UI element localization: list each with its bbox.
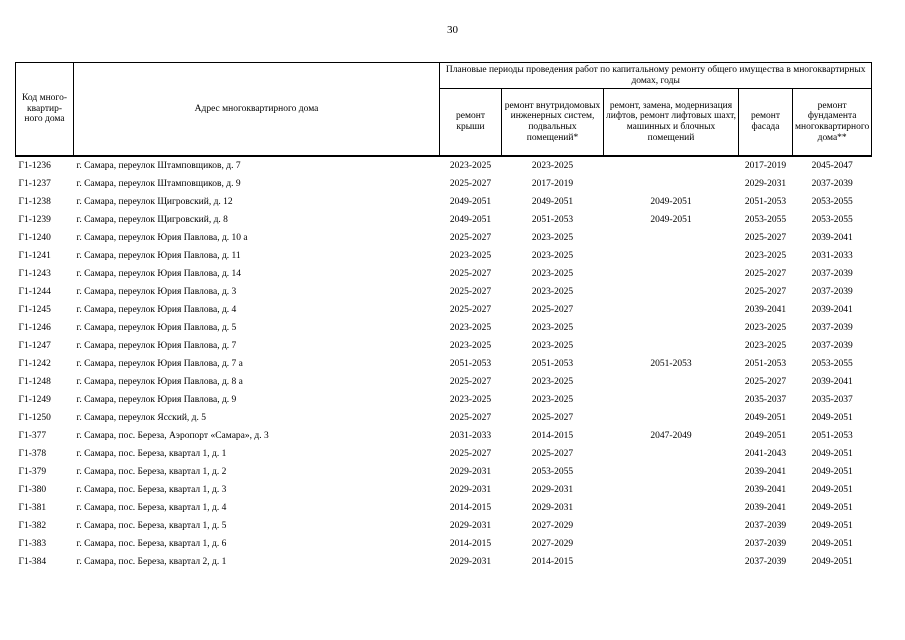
cell-code: Г1-378 xyxy=(18,448,47,459)
table-row xyxy=(16,409,872,427)
cell-elevators xyxy=(604,156,739,175)
cell-code: Г1-1239 xyxy=(18,214,51,225)
cell-engineering: 2053-2055 xyxy=(531,466,574,477)
table-row xyxy=(16,211,872,229)
table-row xyxy=(16,265,872,283)
cell-facade: 2041-2043 xyxy=(744,448,787,459)
cell-facade: 2053-2055 xyxy=(744,214,787,225)
cell-code: Г1-379 xyxy=(18,466,47,477)
cell-roof: 2025-2027 xyxy=(449,268,492,279)
cell-engineering: 2051-2053 xyxy=(531,358,574,369)
cell-roof: 2049-2051 xyxy=(449,196,492,207)
table-row xyxy=(16,175,872,193)
cell-engineering: 2023-2025 xyxy=(531,376,574,387)
cell-address: г. Самара, переулок Юрия Павлова, д. 11 xyxy=(76,250,241,261)
table-row xyxy=(16,247,872,265)
cell-code: Г1-1243 xyxy=(18,268,51,279)
cell-foundation: 2039-2041 xyxy=(811,304,853,315)
cell-roof: 2049-2051 xyxy=(449,214,492,225)
cell-elevators xyxy=(604,535,739,553)
cell-roof: 2029-2031 xyxy=(449,466,492,477)
table-row xyxy=(16,445,872,463)
cell-roof: 2014-2015 xyxy=(449,502,492,513)
table-row xyxy=(16,283,872,301)
table-body xyxy=(16,156,872,571)
cell-facade: 2023-2025 xyxy=(744,322,787,333)
cell-address: г. Самара, переулок Щигровский, д. 12 xyxy=(76,196,233,207)
capital-repair-table xyxy=(15,62,872,571)
cell-roof: 2025-2027 xyxy=(449,304,492,315)
table-header xyxy=(16,63,872,157)
cell-engineering: 2023-2025 xyxy=(531,322,574,333)
cell-code: Г1-383 xyxy=(18,538,47,549)
cell-elevators xyxy=(604,517,739,535)
cell-foundation: 2049-2051 xyxy=(811,484,853,495)
cell-elevators xyxy=(604,301,739,319)
cell-address: г. Самара, переулок Юрия Павлова, д. 5 xyxy=(76,322,237,333)
cell-foundation: 2039-2041 xyxy=(811,376,853,387)
cell-foundation: 2053-2055 xyxy=(811,358,853,369)
cell-facade: 2025-2027 xyxy=(744,376,787,387)
cell-code: Г1-1248 xyxy=(18,376,51,387)
cell-foundation: 2031-2033 xyxy=(811,250,853,261)
cell-engineering: 2023-2025 xyxy=(531,232,574,243)
cell-roof: 2023-2025 xyxy=(449,322,492,333)
cell-engineering: 2029-2031 xyxy=(531,484,574,495)
cell-code: Г1-1245 xyxy=(18,304,51,315)
table-row xyxy=(16,427,872,445)
cell-code: Г1-1242 xyxy=(18,358,51,369)
cell-engineering: 2025-2027 xyxy=(531,448,574,459)
cell-engineering: 2029-2031 xyxy=(531,502,574,513)
cell-engineering: 2025-2027 xyxy=(531,412,574,423)
cell-facade: 2035-2037 xyxy=(744,394,787,405)
table-row xyxy=(16,481,872,499)
cell-engineering: 2017-2019 xyxy=(531,178,574,189)
cell-elevators xyxy=(604,463,739,481)
cell-roof: 2025-2027 xyxy=(449,232,492,243)
cell-facade: 2039-2041 xyxy=(744,484,787,495)
header-facade: ремонт фасада xyxy=(739,89,793,157)
cell-address: г. Самара, пос. Береза, квартал 1, д. 5 xyxy=(76,520,227,531)
cell-code: Г1-1240 xyxy=(18,232,51,243)
cell-address: г. Самара, пос. Береза, квартал 1, д. 4 xyxy=(76,502,227,513)
cell-elevators xyxy=(604,319,739,337)
header-planned-periods: Плановые периоды проведения работ по капитальному ремонту общего имущества в многоквартирных домах, годы xyxy=(440,63,872,89)
cell-code: Г1-1250 xyxy=(18,412,51,423)
cell-code: Г1-1236 xyxy=(18,160,51,171)
cell-address: г. Самара, переулок Штамповщиков, д. 9 xyxy=(76,178,241,189)
cell-facade: 2017-2019 xyxy=(744,160,787,171)
cell-address: г. Самара, переулок Юрия Павлова, д. 7 xyxy=(76,340,237,351)
cell-engineering: 2023-2025 xyxy=(531,394,574,405)
cell-elevators xyxy=(604,175,739,193)
cell-engineering: 2049-2051 xyxy=(531,196,574,207)
cell-roof: 2025-2027 xyxy=(449,448,492,459)
cell-facade: 2037-2039 xyxy=(744,538,787,549)
cell-elevators xyxy=(604,265,739,283)
cell-roof: 2031-2033 xyxy=(449,430,492,441)
cell-facade: 2051-2053 xyxy=(744,196,787,207)
cell-address: г. Самара, пос. Береза, квартал 1, д. 3 xyxy=(76,484,227,495)
cell-elevators xyxy=(604,391,739,409)
cell-elevators: 2051-2053 xyxy=(650,358,692,369)
cell-foundation: 2049-2051 xyxy=(811,538,853,549)
cell-address: г. Самара, переулок Юрия Павлова, д. 10 а xyxy=(76,232,248,243)
cell-roof: 2025-2027 xyxy=(449,286,492,297)
cell-facade: 2049-2051 xyxy=(744,412,787,423)
header-address: Адрес многоквартирного дома xyxy=(74,63,440,157)
cell-elevators: 2047-2049 xyxy=(650,430,692,441)
cell-roof: 2023-2025 xyxy=(449,394,492,405)
cell-elevators xyxy=(604,229,739,247)
cell-address: г. Самара, переулок Юрия Павлова, д. 3 xyxy=(76,286,237,297)
header-roof: ремонт крыши xyxy=(440,89,502,157)
cell-elevators xyxy=(604,337,739,355)
cell-elevators xyxy=(604,499,739,517)
cell-foundation: 2053-2055 xyxy=(811,196,853,207)
cell-code: Г1-1237 xyxy=(18,178,51,189)
table-row xyxy=(16,229,872,247)
cell-elevators xyxy=(604,553,739,571)
header-engineering: ремонт внутридомовых инженерных систем, подвальных помещений* xyxy=(502,89,604,157)
cell-foundation: 2037-2039 xyxy=(811,268,853,279)
cell-facade: 2051-2053 xyxy=(744,358,787,369)
cell-elevators: 2049-2051 xyxy=(650,196,692,207)
cell-facade: 2049-2051 xyxy=(744,430,787,441)
cell-facade: 2025-2027 xyxy=(744,286,787,297)
cell-foundation: 2037-2039 xyxy=(811,178,853,189)
cell-address: г. Самара, пос. Береза, квартал 2, д. 1 xyxy=(76,556,227,567)
cell-engineering: 2023-2025 xyxy=(531,160,574,171)
cell-roof: 2025-2027 xyxy=(449,412,492,423)
cell-roof: 2029-2031 xyxy=(449,520,492,531)
table-row xyxy=(16,319,872,337)
cell-facade: 2039-2041 xyxy=(744,466,787,477)
cell-engineering: 2027-2029 xyxy=(531,538,574,549)
cell-engineering: 2027-2029 xyxy=(531,520,574,531)
cell-elevators xyxy=(604,481,739,499)
cell-roof: 2029-2031 xyxy=(449,556,492,567)
cell-code: Г1-377 xyxy=(18,430,47,441)
cell-facade: 2037-2039 xyxy=(744,520,787,531)
cell-facade: 2039-2041 xyxy=(744,304,787,315)
cell-foundation: 2049-2051 xyxy=(811,412,853,423)
cell-roof: 2023-2025 xyxy=(449,250,492,261)
cell-address: г. Самара, переулок Юрия Павлова, д. 8 а xyxy=(76,376,243,387)
table-row xyxy=(16,301,872,319)
header-foundation: ремонт фундамента многоквартирного дома** xyxy=(793,89,872,157)
table-row xyxy=(16,355,872,373)
cell-address: г. Самара, переулок Ясский, д. 5 xyxy=(76,412,206,423)
table-row xyxy=(16,391,872,409)
cell-roof: 2023-2025 xyxy=(449,160,492,171)
cell-facade: 2023-2025 xyxy=(744,250,787,261)
table-row xyxy=(16,499,872,517)
cell-facade: 2025-2027 xyxy=(744,268,787,279)
cell-foundation: 2049-2051 xyxy=(811,502,853,513)
cell-facade: 2025-2027 xyxy=(744,232,787,243)
cell-address: г. Самара, пос. Береза, квартал 1, д. 1 xyxy=(76,448,227,459)
cell-roof: 2014-2015 xyxy=(449,538,492,549)
cell-foundation: 2045-2047 xyxy=(811,160,853,171)
cell-code: Г1-1246 xyxy=(18,322,51,333)
cell-code: Г1-1249 xyxy=(18,394,51,405)
cell-elevators xyxy=(604,283,739,301)
cell-address: г. Самара, переулок Юрия Павлова, д. 14 xyxy=(76,268,242,279)
cell-facade: 2029-2031 xyxy=(744,178,787,189)
cell-code: Г1-382 xyxy=(18,520,47,531)
cell-code: Г1-384 xyxy=(18,556,47,567)
cell-foundation: 2049-2051 xyxy=(811,466,853,477)
cell-elevators xyxy=(604,247,739,265)
cell-engineering: 2014-2015 xyxy=(531,556,574,567)
cell-facade: 2039-2041 xyxy=(744,502,787,513)
cell-address: г. Самара, пос. Береза, квартал 1, д. 2 xyxy=(76,466,227,477)
cell-address: г. Самара, пос. Береза, квартал 1, д. 6 xyxy=(76,538,227,549)
cell-engineering: 2023-2025 xyxy=(531,340,574,351)
cell-engineering: 2023-2025 xyxy=(531,268,574,279)
page-number: 30 xyxy=(447,24,458,36)
cell-address: г. Самара, переулок Штамповщиков, д. 7 xyxy=(76,160,241,171)
cell-foundation: 2037-2039 xyxy=(811,322,853,333)
cell-elevators xyxy=(604,409,739,427)
table-row xyxy=(16,553,872,571)
cell-elevators xyxy=(604,373,739,391)
cell-engineering: 2014-2015 xyxy=(531,430,574,441)
cell-elevators xyxy=(604,445,739,463)
cell-foundation: 2037-2039 xyxy=(811,286,853,297)
cell-address: г. Самара, переулок Юрия Павлова, д. 4 xyxy=(76,304,237,315)
cell-foundation: 2037-2039 xyxy=(811,340,853,351)
cell-code: Г1-1241 xyxy=(18,250,51,261)
table-row xyxy=(16,337,872,355)
header-elevators: ремонт, замена, модернизация лифтов, ремонт лифтовых шахт, машинных и блочных помещений xyxy=(604,89,739,157)
cell-foundation: 2049-2051 xyxy=(811,448,853,459)
cell-foundation: 2053-2055 xyxy=(811,214,853,225)
table-row xyxy=(16,463,872,481)
cell-elevators: 2049-2051 xyxy=(650,214,692,225)
cell-code: Г1-1238 xyxy=(18,196,51,207)
cell-code: Г1-1247 xyxy=(18,340,51,351)
cell-address: г. Самара, переулок Юрия Павлова, д. 9 xyxy=(76,394,237,405)
cell-foundation: 2035-2037 xyxy=(811,394,853,405)
cell-code: Г1-381 xyxy=(18,502,47,513)
cell-address: г. Самара, переулок Юрия Павлова, д. 7 а xyxy=(76,358,243,369)
cell-engineering: 2025-2027 xyxy=(531,304,574,315)
cell-foundation: 2049-2051 xyxy=(811,520,853,531)
table-row xyxy=(16,517,872,535)
cell-roof: 2051-2053 xyxy=(449,358,492,369)
cell-facade: 2037-2039 xyxy=(744,556,787,567)
header-code: Код много-квартир-ного дома xyxy=(16,63,74,157)
table-row xyxy=(16,156,872,175)
cell-code: Г1-1244 xyxy=(18,286,51,297)
cell-foundation: 2051-2053 xyxy=(811,430,853,441)
cell-address: г. Самара, переулок Щигровский, д. 8 xyxy=(76,214,228,225)
cell-address: г. Самара, пос. Береза, Аэропорт «Самара», д. 3 xyxy=(76,430,269,441)
table-row xyxy=(16,193,872,211)
cell-engineering: 2023-2025 xyxy=(531,250,574,261)
cell-roof: 2029-2031 xyxy=(449,484,492,495)
cell-roof: 2023-2025 xyxy=(449,340,492,351)
cell-engineering: 2051-2053 xyxy=(531,214,574,225)
cell-roof: 2025-2027 xyxy=(449,178,492,189)
table-row xyxy=(16,373,872,391)
cell-facade: 2023-2025 xyxy=(744,340,787,351)
cell-foundation: 2049-2051 xyxy=(811,556,853,567)
cell-foundation: 2039-2041 xyxy=(811,232,853,243)
cell-engineering: 2023-2025 xyxy=(531,286,574,297)
table-row xyxy=(16,535,872,553)
cell-code: Г1-380 xyxy=(18,484,47,495)
cell-roof: 2025-2027 xyxy=(449,376,492,387)
